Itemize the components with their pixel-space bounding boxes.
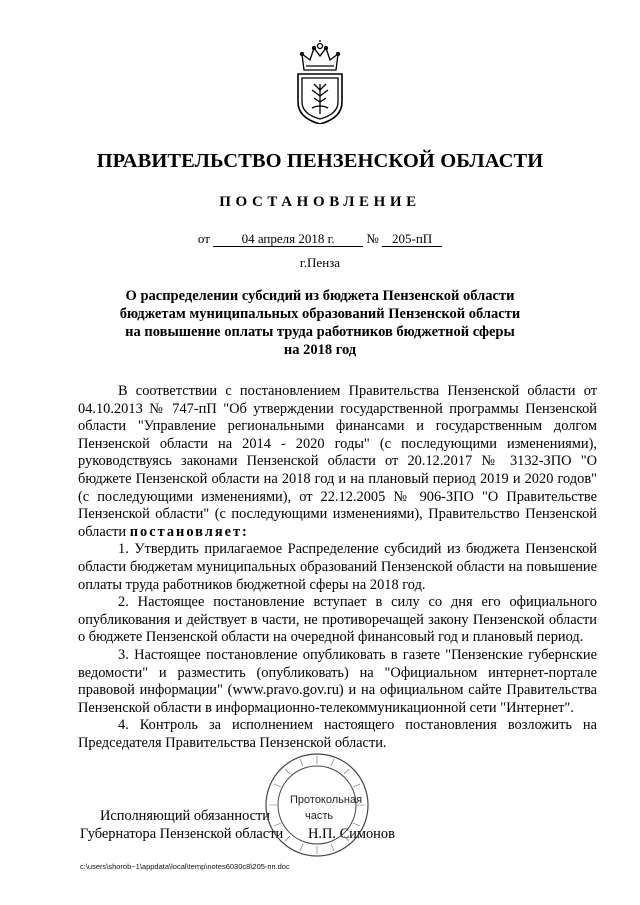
subject-line: на повышение оплаты труда работников бюджетной сферы — [125, 324, 515, 340]
number-prefix: № — [366, 231, 379, 246]
stamp-text-line1: Протокольная — [290, 794, 363, 806]
preamble-paragraph — [78, 383, 597, 541]
signature-position-line2 — [80, 826, 395, 843]
item-1: 1. Утвердить прилагаемое Распределение субсидий из бюджета Пензенской области бюджетам муниципальных образований Пензенской области на повышение оплаты труда работников бюджетной сферы на 2018 год. — [78, 541, 597, 593]
signature-position-text: Губернатора Пензенской области — [80, 826, 284, 842]
signatory-name: Н.П. Симонов — [308, 826, 395, 842]
subject-line: на 2018 год — [283, 342, 357, 358]
date-number-line — [0, 231, 640, 247]
city: г.Пенза — [299, 255, 341, 270]
subject-line: бюджетам муниципальных образований Пензенской области — [119, 306, 521, 322]
document-date: 04 апреля 2018 г. — [213, 232, 363, 247]
document-number: 205-пП — [382, 232, 442, 247]
document-body — [78, 383, 597, 752]
stamp-text-line2: часть — [305, 810, 334, 822]
penza-region-coat-of-arms-icon — [290, 40, 350, 124]
signature-position-line1: Исполняющий обязанности — [100, 808, 271, 824]
subject-line: О распределении субсидий из бюджета Пензенской области — [125, 288, 515, 304]
item-3: 3. Настоящее постановление опубликовать в газете "Пензенские губернские ведомости" и разместить (опубликовать) на "Официальном интернет-портале правовой информации" (www.pravo.gov.ru) и на официальном сайте Правительства Пензенской области в информационно-телекоммуникационной сети "Интернет". — [78, 646, 597, 716]
preamble-text: В соответствии с постановлением Правительства Пензенской области от 04.10.2013 № 747-пП "Об утверждении государственной программы Пензенской области "Управление региональными финансами и государственным долгом Пензенской области на 2014 - 2020 годы" (с последующими изменениями), руководствуясь законами Пензенской области от 20.12.2017 № 3132-ЗПО "О бюджете Пензенской области на 2018 год и на плановый период 2019 и 2020 годов" (с последующими изменениями), от 22.12.2005 № 906-ЗПО "О Правительстве Пензенской области" (с последующими изменениями), Правительство Пензенской области — [78, 383, 597, 540]
file-path-footer: c:\users\shorob~1\appdata\local\temp\notes6030c8\205-пп.doc — [80, 862, 290, 871]
document-type: ПОСТАНОВЛЕНИЕ — [219, 194, 421, 210]
item-2: 2. Настоящее постановление вступает в силу со дня его официального опубликования и действует в части, не противоречащей закону Пензенской области о бюджете Пензенской области на очередной финансовый год и плановый период. — [78, 594, 597, 646]
decree-word: постановляет: — [129, 523, 249, 540]
document-subject — [100, 287, 540, 359]
date-prefix: от — [197, 231, 210, 246]
item-4: 4. Контроль за исполнением настоящего постановления возложить на Председателя Правительства Пензенской области. — [78, 717, 597, 751]
government-title: ПРАВИТЕЛЬСТВО ПЕНЗЕНСКОЙ ОБЛАСТИ — [96, 150, 544, 172]
